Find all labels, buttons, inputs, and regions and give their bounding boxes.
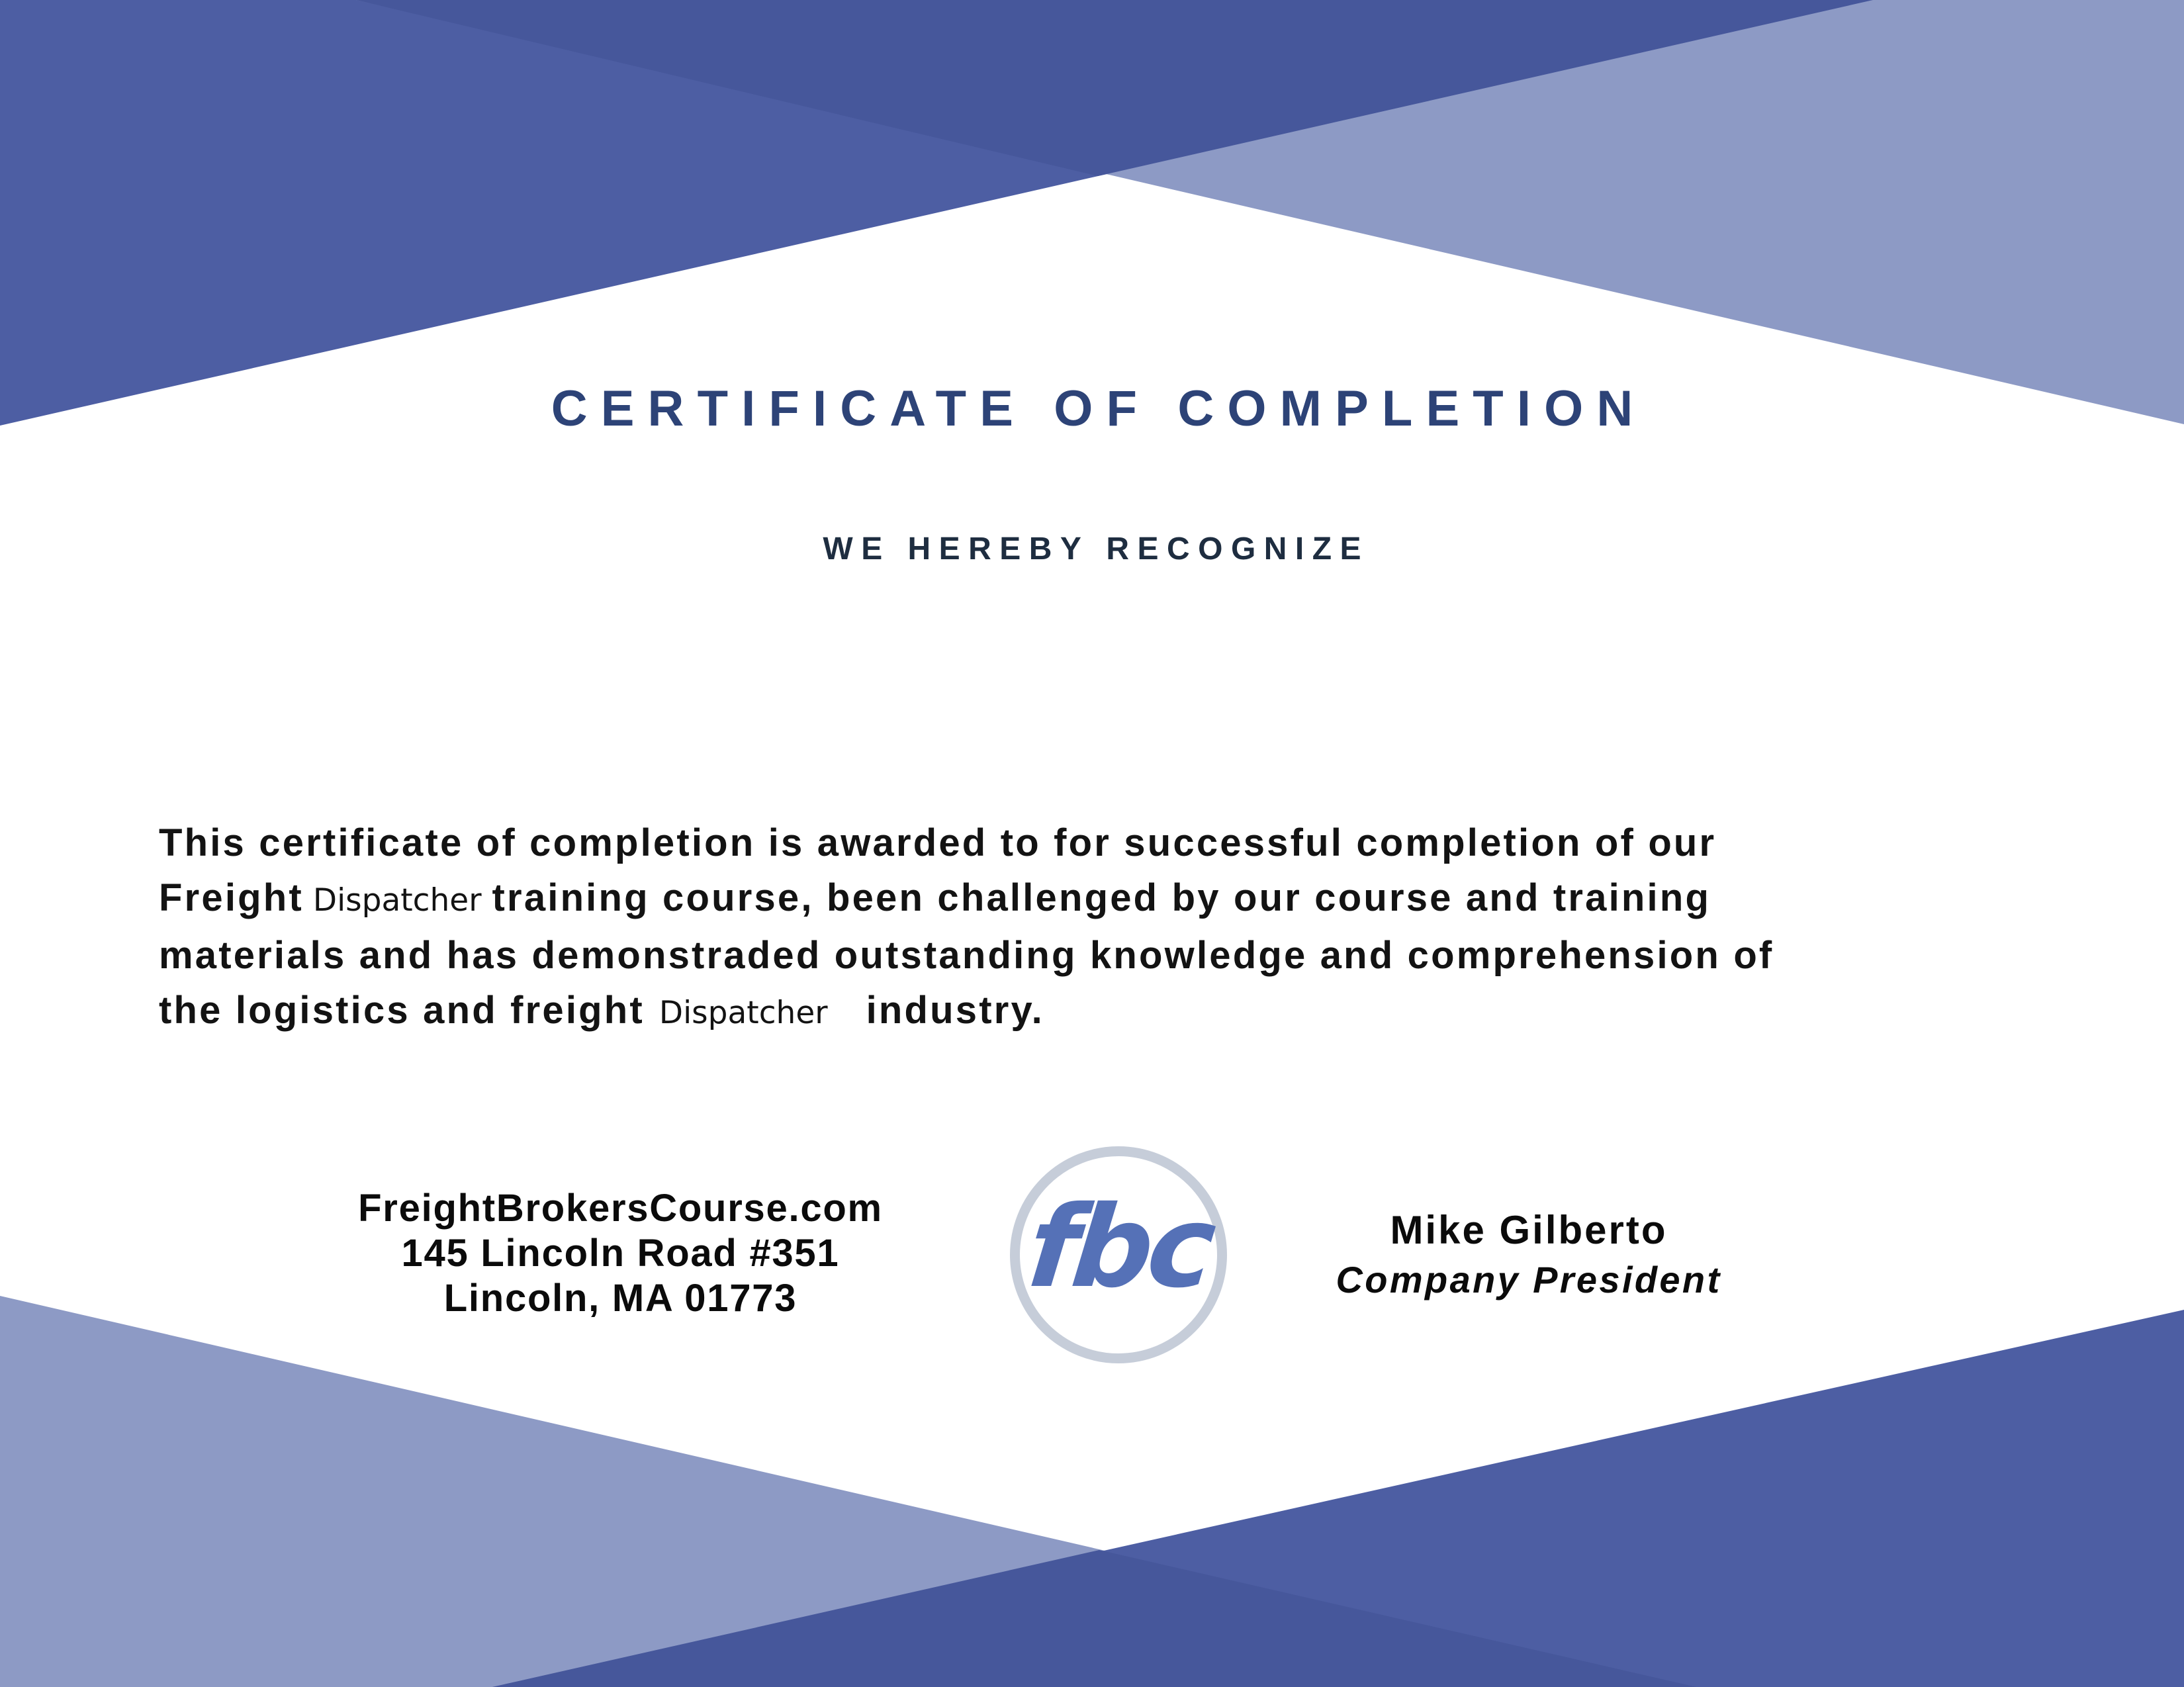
issuer-website: FreightBrokersCourse.com xyxy=(358,1187,883,1230)
body-line-2-prefix: Freight xyxy=(159,876,304,919)
body-line-4 xyxy=(159,983,2065,1040)
body-line-3: materials and has demonstraded outstanding knowledge and comprehension of xyxy=(159,934,1774,977)
body-line-4-suffix: industry. xyxy=(866,989,1044,1032)
signatory-name: Mike Gilberto xyxy=(1390,1208,1668,1252)
body-line-2 xyxy=(159,870,2065,928)
fbc-logo xyxy=(1010,1146,1227,1363)
merge-field-course-type: Dispatcher xyxy=(312,882,482,919)
fbc-logo-text: fbc xyxy=(1022,1182,1216,1313)
body-line-1: This certificate of completion is awarded to for successful completion of our xyxy=(159,821,1717,864)
certificate-subtitle: WE HEREBY RECOGNIZE xyxy=(823,531,1370,567)
signatory-title: Company President xyxy=(1336,1259,1722,1300)
issuer-street: 145 Lincoln Road #351 xyxy=(401,1232,840,1275)
merge-field-industry-type: Dispatcher xyxy=(659,995,828,1031)
issuer-city-state-zip: Lincoln, MA 01773 xyxy=(443,1277,797,1320)
body-line-4-prefix: the logistics and freight xyxy=(159,989,645,1032)
certificate-body xyxy=(159,815,2065,1040)
body-line-2-suffix: training course, been challenged by our course and training xyxy=(492,876,1711,919)
certificate-title: CERTIFICATE OF COMPLETION xyxy=(551,381,1647,437)
signature-block xyxy=(1248,1207,1810,1301)
issuer-address-block xyxy=(222,1186,1019,1321)
